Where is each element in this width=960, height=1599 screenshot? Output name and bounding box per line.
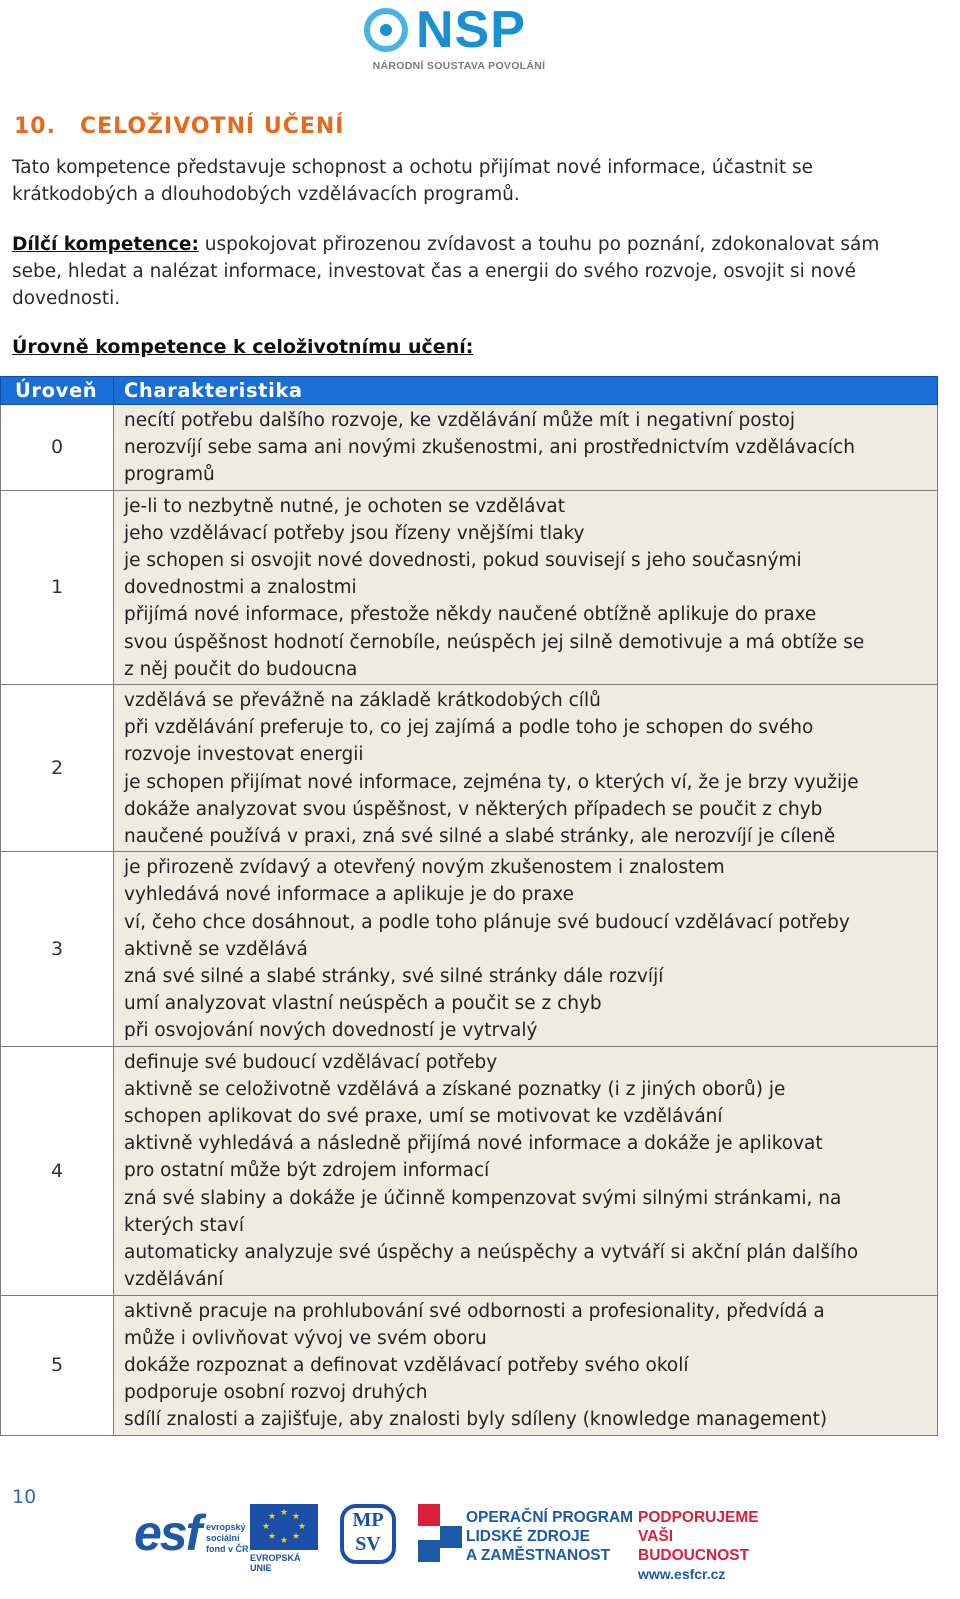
characteristic-line: zná své silné a slabé stránky, své silné stránky dále rozvíjí xyxy=(124,966,664,988)
characteristic-line: přijímá nové informace, přestože někdy naučené obtížně aplikuje do praxe xyxy=(124,604,817,626)
mpsv-logo-line: MP xyxy=(352,1509,384,1531)
nsp-logo-icon xyxy=(364,8,408,52)
section-number: 10. xyxy=(14,114,56,139)
level-cell: 2 xyxy=(1,685,114,852)
column-header-characteristic: Charakteristika xyxy=(114,377,938,405)
table-body xyxy=(1,405,938,1436)
eu-logo xyxy=(250,1504,320,1573)
characteristic-cell xyxy=(114,685,938,852)
level-cell: 4 xyxy=(1,1046,114,1295)
characteristic-line: naučené používá v praxi, zná své silné a slabé stránky, ale nerozvíjí je cíleně xyxy=(124,826,836,848)
support-line: PODPORUJEME xyxy=(638,1509,759,1526)
characteristic-cell xyxy=(114,1295,938,1435)
table-row xyxy=(1,685,938,852)
table-row xyxy=(1,405,938,491)
section-heading xyxy=(14,114,344,139)
op-line: OPERAČNÍ PROGRAM xyxy=(466,1509,634,1526)
characteristic-line: vyhledává nové informace a aplikuje je do praxe xyxy=(124,884,575,906)
table-row xyxy=(1,1046,938,1295)
support-slogan xyxy=(638,1508,780,1584)
characteristic-line: svou úspěšnost hodnotí černobíle, neúspěch jej silně demotivuje a má obtíže se xyxy=(124,631,865,653)
levels-heading: Úrovně kompetence k celoživotnímu učení: xyxy=(12,336,474,358)
eu-label: EVROPSKÁ UNIE xyxy=(250,1553,301,1573)
characteristic-line: při vzdělávání preferuje to, co jej zajímá a podle toho je schopen do svého xyxy=(124,717,814,739)
characteristic-line: je přirozeně zvídavý a otevřený novým zkušenostem i znalostem xyxy=(124,857,725,879)
sub-competences-text: uspokojovat přirozenou zvídavost a touhu po poznání, zdokonalovat sám sebe, hledat a nalézat informace, investovat čas a energii do svého rozvoje, osvojit si nové dovednosti. xyxy=(12,234,880,309)
esf-caption-line: evropský xyxy=(206,1522,246,1532)
characteristic-line: rozvoje investovat energii xyxy=(124,744,364,766)
characteristic-cell xyxy=(114,852,938,1046)
page-number: 10 xyxy=(12,1486,37,1508)
characteristic-line: je schopen přijímat nové informace, zejména ty, o kterých ví, že je brzy využije xyxy=(124,771,859,793)
characteristic-cell xyxy=(114,1046,938,1295)
nsp-logo xyxy=(360,1,560,74)
op-line: LIDSKÉ ZDROJE xyxy=(466,1528,591,1545)
characteristic-line: aktivně se celoživotně vzdělává a získané poznatky (i z jiných oborů) je xyxy=(124,1078,786,1100)
characteristic-cell xyxy=(114,405,938,491)
table-row xyxy=(1,490,938,684)
level-cell: 3 xyxy=(1,852,114,1046)
characteristic-line: sdílí znalosti a zajišťuje, aby znalosti byly sdíleny (knowledge management) xyxy=(124,1409,828,1431)
characteristic-line: aktivně vyhledává a následně přijímá nové informace a dokáže je aplikovat xyxy=(124,1133,823,1155)
sub-competences-paragraph xyxy=(12,231,932,312)
esf-logo xyxy=(130,1504,250,1564)
level-cell: 1 xyxy=(1,490,114,684)
characteristic-line: definuje své budoucí vzdělávací potřeby xyxy=(124,1051,498,1073)
column-header-level: Úroveň xyxy=(1,377,114,405)
characteristic-line: automaticky analyzuje své úspěchy a neúspěchy a vytváří si akční plán dalšího xyxy=(124,1242,859,1264)
characteristic-line: je schopen si osvojit nové dovednosti, pokud souvisejí s jeho současnými xyxy=(124,550,802,572)
eu-flag-icon: ★ ★ ★ ★ ★ ★ ★ ★ xyxy=(250,1504,318,1550)
characteristic-line: kterých staví xyxy=(124,1214,244,1236)
nsp-logo-text: NSP xyxy=(416,1,526,59)
section-title: CELOŽIVOTNÍ UČENÍ xyxy=(79,114,345,139)
esf-logo-text: esf xyxy=(134,1505,201,1561)
characteristic-line: z něj poučit do budoucna xyxy=(124,658,358,680)
support-web: www.esfcr.cz xyxy=(638,1566,726,1582)
sub-competences-label: Dílčí kompetence: xyxy=(12,234,199,255)
support-line: VAŠI BUDOUCNOST xyxy=(638,1528,750,1564)
op-line: A ZAMĚSTNANOST xyxy=(466,1547,611,1564)
characteristic-line: nerozvíjí sebe sama ani novými zkušenostmi, ani prostřednictvím vzdělávacích xyxy=(124,437,855,459)
characteristic-line: aktivně se vzdělává xyxy=(124,938,308,960)
intro-paragraph: Tato kompetence představuje schopnost a ochotu přijímat nové informace, účastnit se krátkodobých a dlouhodobých vzdělávacích programů. xyxy=(12,157,814,205)
characteristic-line: jeho vzdělávací potřeby jsou řízeny vnějšími tlaky xyxy=(124,522,585,544)
esf-logo-caption xyxy=(206,1522,249,1555)
mpsv-logo xyxy=(340,1504,396,1564)
level-cell: 0 xyxy=(1,405,114,491)
characteristic-line: může i ovlivňovat vývoj ve svém oboru xyxy=(124,1327,487,1349)
characteristic-line: vzdělává se převážně na základě krátkodobých cílů xyxy=(124,690,601,712)
characteristic-line: dokáže analyzovat svou úspěšnost, v některých případech se poučit z chyb xyxy=(124,798,823,820)
characteristic-line: podporuje osobní rozvoj druhých xyxy=(124,1382,428,1404)
table-row xyxy=(1,1295,938,1435)
characteristic-line: ví, čeho chce dosáhnout, a podle toho plánuje své budoucí vzdělávací potřeby xyxy=(124,911,850,933)
characteristic-line: umí analyzovat vlastní neúspěch a poučit se z chyb xyxy=(124,993,602,1015)
characteristic-line: necítí potřebu dalšího rozvoje, ke vzdělávání může mít i negativní postoj xyxy=(124,410,795,431)
characteristic-line: dokáže rozpoznat a definovat vzdělávací potřeby svého okolí xyxy=(124,1354,689,1376)
mpsv-logo-line: SV xyxy=(355,1533,381,1555)
footer-logos xyxy=(130,1500,780,1582)
nsp-logo-subtitle: NÁRODNÍ SOUSTAVA POVOLÁNÍ xyxy=(372,60,546,72)
characteristic-cell xyxy=(114,490,938,684)
characteristic-line: programů xyxy=(124,464,215,486)
op-lzz-logo-text xyxy=(466,1508,633,1565)
characteristic-line: zná své slabiny a dokáže je účinně kompenzovat svými silnými stránkami, na xyxy=(124,1187,842,1209)
characteristic-line: vzdělávání xyxy=(124,1269,224,1291)
characteristic-line: pro ostatní může být zdrojem informací xyxy=(124,1160,490,1182)
characteristic-line: při osvojování nových dovedností je vytrvalý xyxy=(124,1020,538,1042)
characteristic-line: dovednostmi a znalostmi xyxy=(124,577,357,599)
characteristic-line: schopen aplikovat do své praxe, umí se motivovat ke vzdělávání xyxy=(124,1106,723,1128)
levels-table xyxy=(0,376,938,1436)
level-cell: 5 xyxy=(1,1295,114,1435)
characteristic-line: je-li to nezbytně nutné, je ochoten se vzdělávat xyxy=(124,495,566,517)
characteristic-line: aktivně pracuje na prohlubování své odbornosti a profesionality, předvídá a xyxy=(124,1300,825,1322)
esf-caption-line: fond v ČR xyxy=(206,1544,249,1554)
esf-caption-line: sociální xyxy=(206,1533,240,1543)
op-lzz-logo-icon xyxy=(418,1504,462,1562)
table-header-row xyxy=(1,377,938,405)
table-row xyxy=(1,852,938,1046)
